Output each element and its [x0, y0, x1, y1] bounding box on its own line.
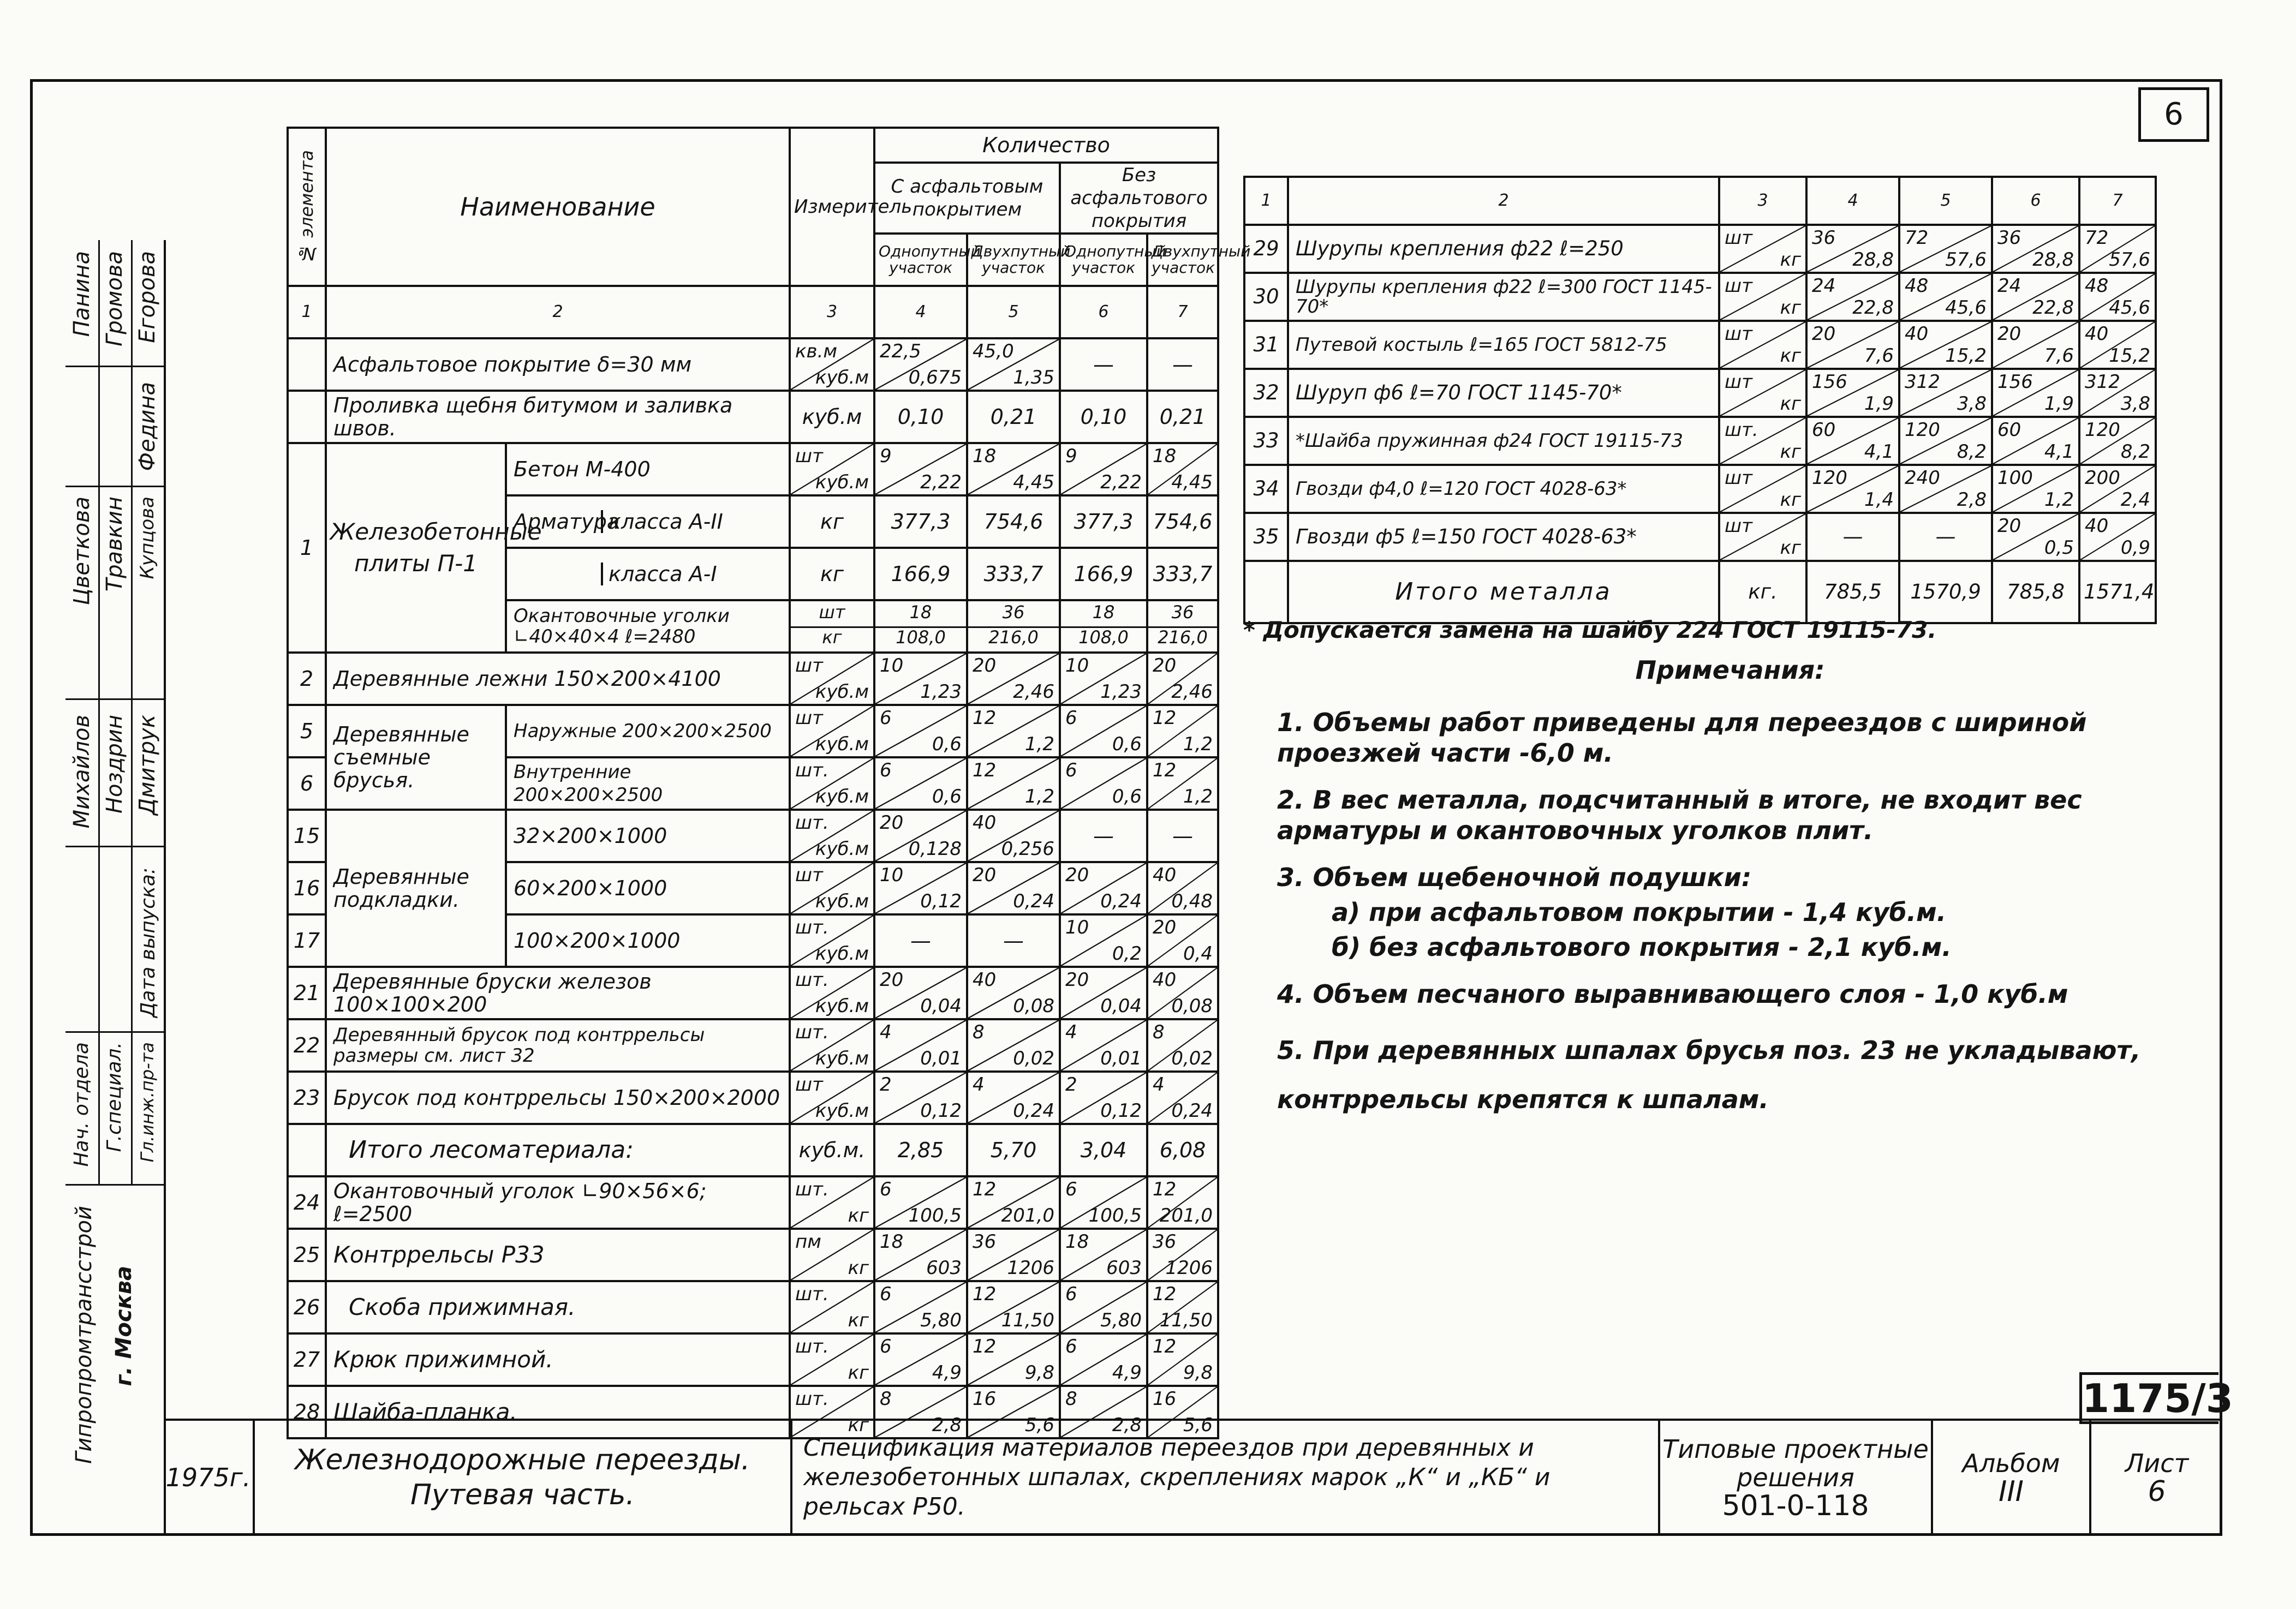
notes-title: Примечания: [1635, 655, 1825, 685]
qty-cell: 6 4,9 [1060, 1333, 1147, 1386]
class-a1-cell [506, 548, 790, 600]
unit-cell: куб.м [790, 391, 874, 443]
table-row [1244, 465, 2156, 513]
unit-cell: шт. кг [790, 1333, 874, 1386]
unit-cell: шт кг [1719, 225, 1806, 273]
qty-cell: 9 2,22 [1060, 443, 1147, 495]
qty-cell: 156 1,9 [1992, 369, 2079, 417]
colnum: 6 [1992, 177, 2079, 225]
table-row [288, 705, 1218, 757]
qty-cell: 36 28,8 [1992, 225, 2079, 273]
grp-asph-head: С асфальтовым покрытием [874, 163, 1060, 234]
qty-cell: 120 8,2 [1899, 417, 1992, 465]
qty-cell: 18 108,0 [1060, 600, 1147, 653]
unit-cell: шт. кг [1719, 417, 1806, 465]
qty-cell: — [1060, 338, 1147, 391]
qty-cell: 156 1,9 [1806, 369, 1899, 417]
unit-cell: шт. кг [790, 1281, 874, 1333]
colnum: 7 [2079, 177, 2156, 225]
qty-cell: 377,3 [1060, 495, 1147, 548]
qty-cell: 36 1206 [967, 1229, 1060, 1281]
qty-cell: 10 0,2 [1060, 914, 1147, 967]
qty-cell: 6 0,6 [1060, 757, 1147, 810]
row-num: 27 [288, 1333, 326, 1386]
unit-cell: кг. [1719, 561, 1806, 623]
row-num: 26 [288, 1281, 326, 1333]
qty-cell: 12 11,50 [1147, 1281, 1218, 1333]
table-row [288, 1072, 1218, 1124]
row-name: *Шайба пружинная ф24 ГОСТ 19115-73 [1288, 417, 1719, 465]
qty-cell: 100 1,2 [1992, 465, 2079, 513]
row-num: 16 [288, 862, 326, 914]
unit-cell: куб.м. [790, 1124, 874, 1176]
unit-cell: шт куб.м [790, 1072, 874, 1124]
row-num: 33 [1244, 417, 1288, 465]
qty-cell: 2 0,12 [874, 1072, 967, 1124]
table-row [1244, 273, 2156, 321]
table-row [288, 967, 1218, 1019]
qty-cell: 200 2,4 [2079, 465, 2156, 513]
colnum: 3 [790, 286, 874, 338]
note-5: 5. При деревянных шпалах брусья поз. 23 не укладывают, контррельсы крепятся к шпалам. [1277, 1036, 2141, 1114]
qty-cell: 20 7,6 [1992, 321, 2079, 369]
row-subname: Наружные 200×200×2500 [506, 705, 790, 757]
colnum: 3 [1719, 177, 1806, 225]
qty-cell: — [1806, 513, 1899, 561]
row-name: Деревянный брусок под контррельсы размеры см. лист 32 [326, 1019, 790, 1072]
side-role-1: Нач. отдела [70, 1042, 93, 1167]
qty-cell: 20 2,46 [1147, 653, 1218, 705]
unit-cell: шт кг [1719, 513, 1806, 561]
qty-cell: 12 1,2 [967, 757, 1060, 810]
qty-cell: 12 1,2 [1147, 705, 1218, 757]
qty-cell: 0,21 [1147, 391, 1218, 443]
unit-cell: кг [790, 495, 874, 548]
row-num: 21 [288, 967, 326, 1019]
note-1: 1. Объемы работ приведены для переездов с шириной проезжей части -6,0 м. [1277, 708, 2087, 768]
class-a2-label: класса А-II [609, 510, 723, 534]
row-num: 23 [288, 1072, 326, 1124]
qty-cell: 36 28,8 [1806, 225, 1899, 273]
qty-cell: 20 0,128 [874, 810, 967, 862]
qty-cell: 8 0,02 [967, 1019, 1060, 1072]
qty-cell: 48 45,6 [2079, 273, 2156, 321]
qty-cell: 40 0,08 [967, 967, 1060, 1019]
row-num: 35 [1244, 513, 1288, 561]
qty-cell: 12 9,8 [1147, 1333, 1218, 1386]
unit-cell: шт куб.м [790, 443, 874, 495]
qty-cell: 240 2,8 [1899, 465, 1992, 513]
side-name-6: Купцова [136, 497, 158, 579]
table-row [288, 443, 1218, 495]
single-head: Однопутный участок [1060, 234, 1147, 286]
row-num: 30 [1244, 273, 1288, 321]
qty-cell: 166,9 [1060, 548, 1147, 600]
tb-album-cell [1932, 1420, 2090, 1535]
table-row [288, 1124, 1218, 1176]
tb-sheet-cell [2090, 1420, 2222, 1535]
qty-cell: 333,7 [967, 548, 1060, 600]
tb-typical: Типовые проектные решения [1662, 1434, 1929, 1492]
table-row [1244, 321, 2156, 369]
unit-cell: шт куб.м [790, 705, 874, 757]
colnum: 4 [1806, 177, 1899, 225]
qty-cell: 377,3 [874, 495, 967, 548]
qty-cell: 40 0,256 [967, 810, 1060, 862]
table-row [1244, 561, 2156, 623]
qty-cell: 40 0,08 [1147, 967, 1218, 1019]
qty-cell: 18 603 [1060, 1229, 1147, 1281]
qty-cell: 20 0,24 [967, 862, 1060, 914]
qty-cell: — [967, 914, 1060, 967]
qty-cell: 36 216,0 [1147, 600, 1218, 653]
qty-cell: 22,5 0,675 [874, 338, 967, 391]
unit-cell: шт. куб.м [790, 810, 874, 862]
side-name-10: Федина [135, 382, 160, 471]
qty-cell: 12 9,8 [967, 1333, 1060, 1386]
side-org: Гипропромтрансстрой [71, 1206, 97, 1464]
table-row [288, 391, 1218, 443]
row-subname: 100×200×1000 [506, 914, 790, 967]
row-name: Контррельсы Р33 [326, 1229, 790, 1281]
qty-cell: 8 2,8 [1060, 1386, 1147, 1438]
right-spec-table [1243, 176, 2157, 624]
qty-cell: 10 1,23 [1060, 653, 1147, 705]
note-4: 4. Объем песчаного выравнивающего слоя - 1,0 куб.м [1277, 979, 2068, 1009]
qty-cell: 312 3,8 [1899, 369, 1992, 417]
qty-cell: 5,70 [967, 1124, 1060, 1176]
qty-cell: 120 1,4 [1806, 465, 1899, 513]
row-name: Крюк прижимной. [326, 1333, 790, 1386]
row-name: Путевой костыль ℓ=165 ГОСТ 5812-75 [1288, 321, 1719, 369]
side-role-4: Дата выпуска: [137, 868, 159, 1018]
qty-cell: 24 22,8 [1806, 273, 1899, 321]
qty-cell: 72 57,6 [1899, 225, 1992, 273]
colnum: 2 [1288, 177, 1719, 225]
qty-cell: 20 0,5 [1992, 513, 2079, 561]
qty-cell: 2 0,12 [1060, 1072, 1147, 1124]
table-row [288, 338, 1218, 391]
left-spec-table [287, 127, 1251, 1439]
qty-cell: — [1147, 810, 1218, 862]
row-name: Деревянные лежни 150×200×4100 [326, 653, 790, 705]
double-head: Двухпутный участок [1147, 234, 1218, 286]
unit-cell: шт. куб.м [790, 757, 874, 810]
row-subname: Окантовочные уголки ∟40×40×4 ℓ=2480 [506, 600, 790, 653]
tb-year: 1975г. [164, 1420, 254, 1535]
class-a1-label: класса А-I [609, 562, 717, 586]
unit-cell: шт кг [1719, 369, 1806, 417]
qty-cell: 6 5,80 [1060, 1281, 1147, 1333]
tb-album-label: Альбом [1962, 1448, 2060, 1478]
unit-cell: шт. куб.м [790, 1019, 874, 1072]
tb-sheet: 6 [2148, 1475, 2166, 1508]
row-subname: 32×200×1000 [506, 810, 790, 862]
unit-cell: шт кг [790, 600, 874, 653]
unit-cell: шт. кг [790, 1176, 874, 1229]
row-name: Асфальтовое покрытие δ=30 мм [326, 338, 790, 391]
note-3b: б) без асфальтового покрытия - 2,1 куб.м. [1332, 932, 1952, 962]
note-3: 3. Объем щебеночной подушки: [1277, 863, 1752, 892]
side-city: г. Москва [111, 1266, 136, 1386]
qty-cell: 12 11,50 [967, 1281, 1060, 1333]
qty-cell: 333,7 [1147, 548, 1218, 600]
row-name: Шайба-планка. [326, 1386, 790, 1438]
row-name: Шурупы крепления ф22 ℓ=250 [1288, 225, 1719, 273]
row-name: Итого металла [1288, 561, 1719, 623]
row-subname: 60×200×1000 [506, 862, 790, 914]
colnum: 5 [967, 286, 1060, 338]
qty-cell: 6 100,5 [1060, 1176, 1147, 1229]
armatura-cell [506, 495, 790, 548]
qty-cell: 10 1,23 [874, 653, 967, 705]
tb-code: 501-0-118 [1722, 1489, 1869, 1522]
qty-cell: 312 3,8 [2079, 369, 2156, 417]
single-head: Однопутный участок [874, 234, 967, 286]
colnum: 6 [1060, 286, 1147, 338]
qty-cell: 6 0,6 [874, 705, 967, 757]
row-name: Окантовочный уголок ∟90×56×6; ℓ=2500 [326, 1176, 790, 1229]
side-name-8: Громова [102, 251, 127, 346]
table-row [288, 1333, 1218, 1386]
qty-cell: 18 4,45 [967, 443, 1060, 495]
armatura-label: Арматура [514, 510, 620, 534]
qty-cell: 120 8,2 [2079, 417, 2156, 465]
row-name: Деревянные подкладки. [326, 810, 506, 967]
qty-cell: 1571,4 [2079, 561, 2156, 623]
colnum: 1 [1244, 177, 1288, 225]
double-head: Двухпутный участок [967, 234, 1060, 286]
unit-cell: шт куб.м [790, 653, 874, 705]
row-name: Скоба прижимная. [326, 1281, 790, 1333]
note-2: 2. В вес металла, подсчитанный в итоге, не входит вес арматуры и окантовочных уголков плит. [1277, 785, 2082, 845]
qty-cell: 60 4,1 [1992, 417, 2079, 465]
side-role-2: Г.специал. [103, 1042, 126, 1152]
qty-cell: 36 216,0 [967, 600, 1060, 653]
qty-cell: 6,08 [1147, 1124, 1218, 1176]
qty-cell: 16 5,6 [967, 1386, 1060, 1438]
row-num: 15 [288, 810, 326, 862]
table-row [288, 1019, 1218, 1072]
qty-cell: 12 1,2 [967, 705, 1060, 757]
row-name: Брусок под контррельсы 150×200×2000 [326, 1072, 790, 1124]
side-name-4: Цветкова [69, 497, 94, 606]
qty-cell: 48 45,6 [1899, 273, 1992, 321]
note-3a: а) при асфальтовом покрытии - 1,4 куб.м. [1332, 898, 1947, 927]
qty-cell: 20 0,24 [1060, 862, 1147, 914]
qty-cell: 20 0,4 [1147, 914, 1218, 967]
row-num: 5 [288, 705, 326, 757]
side-role-3: Гл.инж.пр-та [137, 1042, 158, 1163]
qty-cell: 6 4,9 [874, 1333, 967, 1386]
row-name: Железобетонные плиты П-1 [326, 443, 506, 653]
qty-cell: 18 603 [874, 1229, 967, 1281]
row-name: Шурупы крепления ф22 ℓ=300 ГОСТ 1145-70* [1288, 273, 1719, 321]
qty-cell: 12 201,0 [967, 1176, 1060, 1229]
side-name-5: Травкин [102, 497, 127, 592]
row-name: Гвозди ф5 ℓ=150 ГОСТ 4028-63* [1288, 513, 1719, 561]
tb-project: Железнодорожные переезды. Путевая часть. [254, 1420, 791, 1535]
side-name-1: Михайлов [69, 715, 94, 829]
unit-cell: шт кг [1719, 321, 1806, 369]
table-row [288, 653, 1218, 705]
row-name: Проливка щебня битумом и заливка швов. [326, 391, 790, 443]
qty-cell: 20 7,6 [1806, 321, 1899, 369]
qty-cell: 12 1,2 [1147, 757, 1218, 810]
tb-sheet-label: Лист [2125, 1448, 2189, 1478]
row-name: Гвозди ф4,0 ℓ=120 ГОСТ 4028-63* [1288, 465, 1719, 513]
row-num: 17 [288, 914, 326, 967]
qty-cell: 40 15,2 [1899, 321, 1992, 369]
qty-cell: 45,0 1,35 [967, 338, 1060, 391]
unit-cell: пм кг [790, 1229, 874, 1281]
row-num: 28 [288, 1386, 326, 1438]
colnum: 4 [874, 286, 967, 338]
unit-cell: кг [790, 548, 874, 600]
row-num: 1 [288, 443, 326, 653]
qty-cell: 18 108,0 [874, 600, 967, 653]
qty-cell: 6 0,6 [1060, 705, 1147, 757]
unit-cell: шт. куб.м [790, 914, 874, 967]
row-name: Деревянные съемные брусья. [326, 705, 506, 810]
qty-cell: 0,21 [967, 391, 1060, 443]
table-row [288, 810, 1218, 862]
grp-noasph-head: Без асфальтового покрытия [1060, 163, 1218, 234]
sheet-code: 1175/3 [2079, 1372, 2219, 1424]
colnum: 7 [1147, 286, 1218, 338]
row-num: 22 [288, 1019, 326, 1072]
qty-cell: 9 2,22 [874, 443, 967, 495]
side-stamp-block [65, 240, 166, 1536]
table-row [1244, 225, 2156, 273]
qty-cell: 40 0,48 [1147, 862, 1218, 914]
qty-cell: 8 0,02 [1147, 1019, 1218, 1072]
qty-cell: 18 4,45 [1147, 443, 1218, 495]
qty-cell: — [1060, 810, 1147, 862]
colnum: 1 [288, 286, 326, 338]
side-name-3: Дмитрук [135, 715, 160, 815]
qty-cell: 785,5 [1806, 561, 1899, 623]
qty-cell: 4 0,24 [967, 1072, 1060, 1124]
row-subname: Внутренние 200×200×2500 [506, 757, 790, 810]
table-row [1244, 513, 2156, 561]
qty-cell: 754,6 [967, 495, 1060, 548]
qty-cell: 4 0,01 [1060, 1019, 1147, 1072]
unit-cell: шт куб.м [790, 862, 874, 914]
qty-cell: 6 5,80 [874, 1281, 967, 1333]
tb-album: III [1998, 1475, 2024, 1508]
quantity-head: Количество [874, 128, 1218, 163]
colnum: 5 [1899, 177, 1992, 225]
qty-cell: 2,85 [874, 1124, 967, 1176]
qty-cell: 40 15,2 [2079, 321, 2156, 369]
row-num: 24 [288, 1176, 326, 1229]
qty-cell: 0,10 [1060, 391, 1147, 443]
qty-cell: 4 0,01 [874, 1019, 967, 1072]
corner-sheet-number: 6 [2138, 87, 2209, 142]
qty-cell: 20 0,04 [1060, 967, 1147, 1019]
col-unit-head: Измеритель [790, 128, 874, 286]
row-num: 34 [1244, 465, 1288, 513]
qty-cell: 166,9 [874, 548, 967, 600]
table-row [288, 1281, 1218, 1333]
row-num: 29 [1244, 225, 1288, 273]
qty-cell: 36 1206 [1147, 1229, 1218, 1281]
qty-cell: 16 5,6 [1147, 1386, 1218, 1438]
row-num: 25 [288, 1229, 326, 1281]
table-row [288, 1229, 1218, 1281]
qty-cell: — [1147, 338, 1218, 391]
qty-cell: 24 22,8 [1992, 273, 2079, 321]
row-name: Шуруп ф6 ℓ=70 ГОСТ 1145-70* [1288, 369, 1719, 417]
qty-cell: 3,04 [1060, 1124, 1147, 1176]
tb-typical-cell [1659, 1420, 1932, 1535]
unit-cell: шт кг [1719, 273, 1806, 321]
qty-cell: 0,10 [874, 391, 967, 443]
row-num: 31 [1244, 321, 1288, 369]
table-row [1244, 417, 2156, 465]
unit-cell: шт кг [1719, 465, 1806, 513]
qty-cell: 6 100,5 [874, 1176, 967, 1229]
col-name-head: Наименование [326, 128, 790, 286]
row-num: 2 [288, 653, 326, 705]
unit-cell: шт. кг [790, 1386, 874, 1438]
qty-cell: 60 4,1 [1806, 417, 1899, 465]
col-elem-head: № элемента [288, 128, 326, 286]
qty-cell: 1570,9 [1899, 561, 1992, 623]
title-block [164, 1419, 2222, 1536]
table-row [288, 1176, 1218, 1229]
footnote: * Допускается замена на шайбу 224 ГОСТ 19115-73. [1243, 617, 1937, 643]
side-name-7: Панина [69, 251, 94, 337]
row-name: Итого лесоматериала: [326, 1124, 790, 1176]
table-row [1244, 369, 2156, 417]
qty-cell: 72 57,6 [2079, 225, 2156, 273]
qty-cell: 6 0,6 [874, 757, 967, 810]
side-name-2: Ноздрин [102, 715, 127, 814]
qty-cell: 754,6 [1147, 495, 1218, 548]
qty-cell: 20 2,46 [967, 653, 1060, 705]
qty-cell: 4 0,24 [1147, 1072, 1218, 1124]
qty-cell: 8 2,8 [874, 1386, 967, 1438]
qty-cell: — [874, 914, 967, 967]
qty-cell: 12 201,0 [1147, 1176, 1218, 1229]
row-name: Деревянные бруски железов 100×100×200 [326, 967, 790, 1019]
qty-cell: — [1899, 513, 1992, 561]
side-name-9: Егорова [135, 251, 160, 343]
notes [1250, 655, 2210, 1140]
row-subname: Бетон М-400 [506, 443, 790, 495]
qty-cell: 785,8 [1992, 561, 2079, 623]
tb-spec: Спецификация материалов переездов при деревянных и железобетонных шпалах, скреплениях марок „К“ и „КБ“ и рельсах Р50. [791, 1420, 1659, 1535]
qty-cell: 40 0,9 [2079, 513, 2156, 561]
qty-cell: 10 0,12 [874, 862, 967, 914]
row-num: 6 [288, 757, 326, 810]
unit-cell: шт. куб.м [790, 967, 874, 1019]
unit-cell: кв.м куб.м [790, 338, 874, 391]
colnum: 2 [326, 286, 790, 338]
qty-cell: 20 0,04 [874, 967, 967, 1019]
row-num: 32 [1244, 369, 1288, 417]
